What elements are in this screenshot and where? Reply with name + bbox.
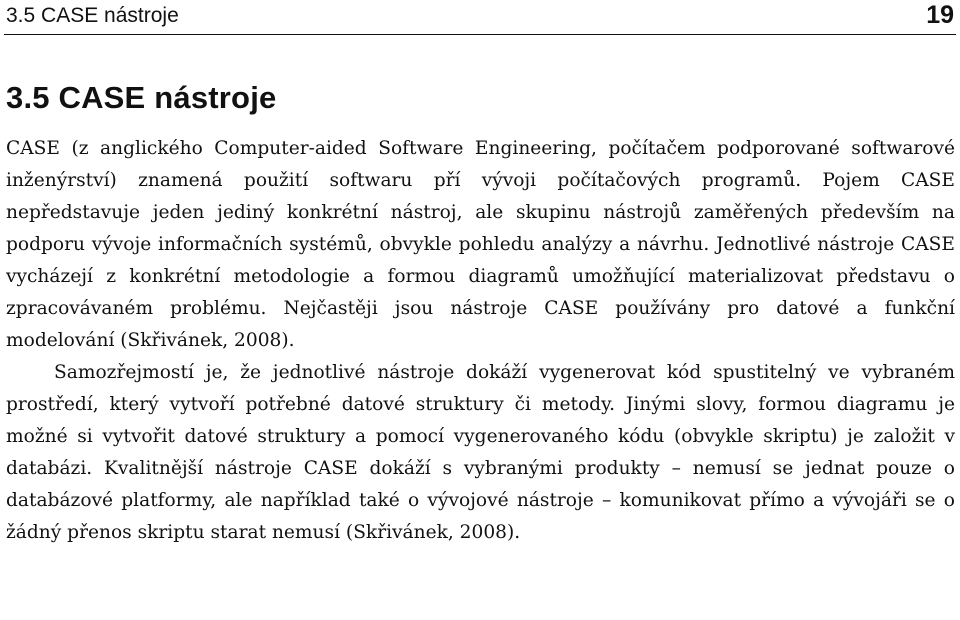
page-number: 19	[926, 1, 954, 29]
body-text	[6, 133, 955, 549]
paragraph-1: CASE (z anglického Computer-aided Software Engineering, počítačem podporované softwarové inženýrství) znamená použití softwaru pří vývoji počítačových programů. Pojem CASE nepředstavuje jeden jediný konkrétní nástroj, ale skupinu nástrojů zaměřených především na podporu vývoje informačních systémů, obvykle pohledu analýzy a návrhu. Jednotlivé nástroje CASE vycházejí z konkrétní metodologie a formou diagramů umožňující materializovat představu o zpracovávaném problému. Nejčastěji jsou nástroje CASE používány pro datové a funkční modelování (Skřivánek, 2008).	[6, 138, 955, 351]
running-head-title: 3.5 CASE nástroje	[6, 4, 179, 27]
section-heading: 3.5 CASE nástroje	[6, 80, 277, 115]
paragraph-2: Samozřejmostí je, že jednotlivé nástroje dokáží vygenerovat kód spustitelný ve vybraném prostředí, který vytvoří potřebné datové struktury či metody. Jinými slovy, formou diagramu je možné si vytvořit datové struktury a pomocí vygenerovaného kódu (obvykle skriptu) je založit v databázi. Kvalitnější nástroje CASE dokáží s vybranými produkty – nemusí se jednat pouze o databázové platformy, ale například také o vývojové nástroje – komunikovat přímo a vývojáři se o žádný přenos skriptu starat nemusí (Skřivánek, 2008).	[6, 362, 955, 543]
running-head	[4, 0, 956, 35]
